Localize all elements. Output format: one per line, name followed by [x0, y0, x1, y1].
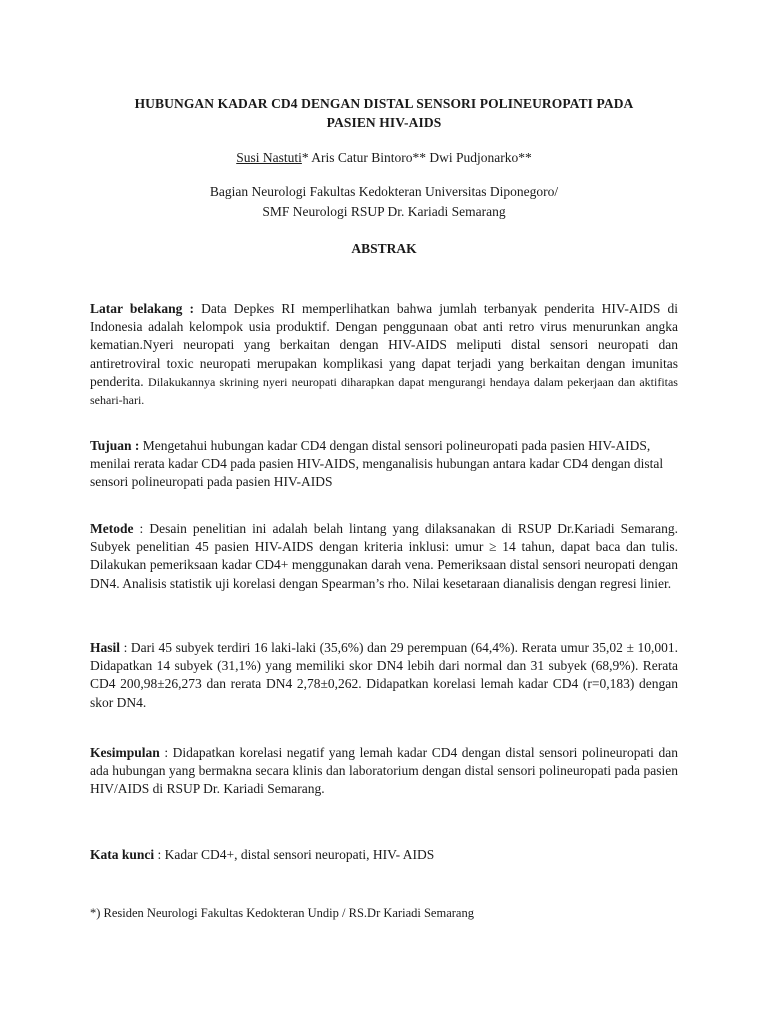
- section-hasil: [90, 639, 678, 712]
- footnote: *) Residen Neurologi Fakultas Kedokteran Undip / RS.Dr Kariadi Semarang: [90, 906, 474, 920]
- section-metode: [90, 520, 678, 593]
- other-authors: * Aris Catur Bintoro** Dwi Pudjonarko**: [301, 150, 532, 165]
- section-text: Mengetahui hubungan kadar CD4 dengan distal sensori polineuropati pada pasien HIV-AIDS, menilai rerata kadar CD4 pada pasien HIV-AIDS, menganalisis hubungan antara kadar CD4 dengan distal sensori polineuropati pada pasien HIV-AIDS: [90, 438, 664, 490]
- section-label: Metode: [90, 521, 134, 536]
- affiliation-line-2: SMF Neurologi RSUP Dr. Kariadi Semarang: [262, 204, 506, 219]
- title-line-2: PASIEN HIV-AIDS: [326, 115, 442, 130]
- section-label: Hasil: [90, 640, 121, 655]
- paper-title: [90, 94, 678, 132]
- section-tujuan: [90, 437, 678, 492]
- section-label: Latar belakang :: [90, 301, 195, 316]
- section-text: : Desain penelitian ini adalah belah lintang yang dilaksanakan di RSUP Dr.Kariadi Semarang. Subyek penelitian 45 pasien HIV-AIDS dengan kriteria inklusi: umur ≥ 14 tahun, dapat baca dan tulis. Dilakukan pemeriksaan kadar CD4+ menggunakan darah vena. Pemeriksaan distal sensori neuropati dengan DN4. Analisis statistik uji korelasi dengan Spearman’s rho. Nilai kesetaraan dianalisis dengan regresi linier.: [90, 521, 678, 591]
- title-line-1: HUBUNGAN KADAR CD4 DENGAN DISTAL SENSORI POLINEUROPATI PADA: [134, 96, 634, 111]
- section-text: : Dari 45 subyek terdiri 16 laki-laki (35,6%) dan 29 perempuan (64,4%). Rerata umur 35,02 ± 10,001. Didapatkan 14 subyek (31,1%) yang memiliki skor DN4 lebih dari normal dan 31 subyek (68,9%). Rerata CD4 200,98±26,273 dan rerata DN4 2,78±0,262. Didapatkan korelasi lemah kadar CD4 (r=0,183) dengan skor DN4.: [90, 640, 678, 710]
- affiliation-line-1: Bagian Neurologi Fakultas Kedokteran Universitas Diponegoro/: [209, 184, 559, 199]
- section-label: Kesimpulan: [90, 745, 160, 760]
- abstract-heading: ABSTRAK: [351, 241, 417, 256]
- section-text: Data Depkes RI memperlihatkan bahwa jumlah terbanyak penderita HIV-AIDS di Indonesia adalah kelompok usia produktif. Dengan penggunaan obat anti retro virus menurunkan angka kematian.Nyeri neuropati yang berkaitan dengan HIV-AIDS meliputi distal sensori neuropati dan antiretroviral toxic neuropati merupakan komplikasi yang dapat terjadi yang berkaitan dengan imunitas penderita.: [90, 301, 678, 389]
- author-list: [90, 149, 678, 167]
- section-label: Tujuan :: [90, 438, 140, 453]
- section-text-small: Dilakukannya skrining nyeri neuropati diharapkan dapat mengurangi hendaya dalam pekerjaan dan aktifitas sehari-hari.: [90, 374, 678, 408]
- section-text: : Didapatkan korelasi negatif yang lemah kadar CD4 dengan distal sensori polineuropati dan ada hubungan yang bermakna secara klinis dan laboratorium dengan distal sensori polineuropati pada pasien HIV/AIDS di RSUP Dr. Kariadi Semarang.: [90, 745, 678, 797]
- section-latar-belakang: [90, 300, 678, 409]
- section-text: : Kadar CD4+, distal sensori neuropati, HIV- AIDS: [154, 847, 435, 862]
- section-kata-kunci: [90, 846, 678, 864]
- section-kesimpulan: [90, 744, 678, 799]
- section-label: Kata kunci: [90, 847, 155, 862]
- affiliation: [90, 182, 678, 222]
- first-author: Susi Nastuti: [236, 150, 302, 165]
